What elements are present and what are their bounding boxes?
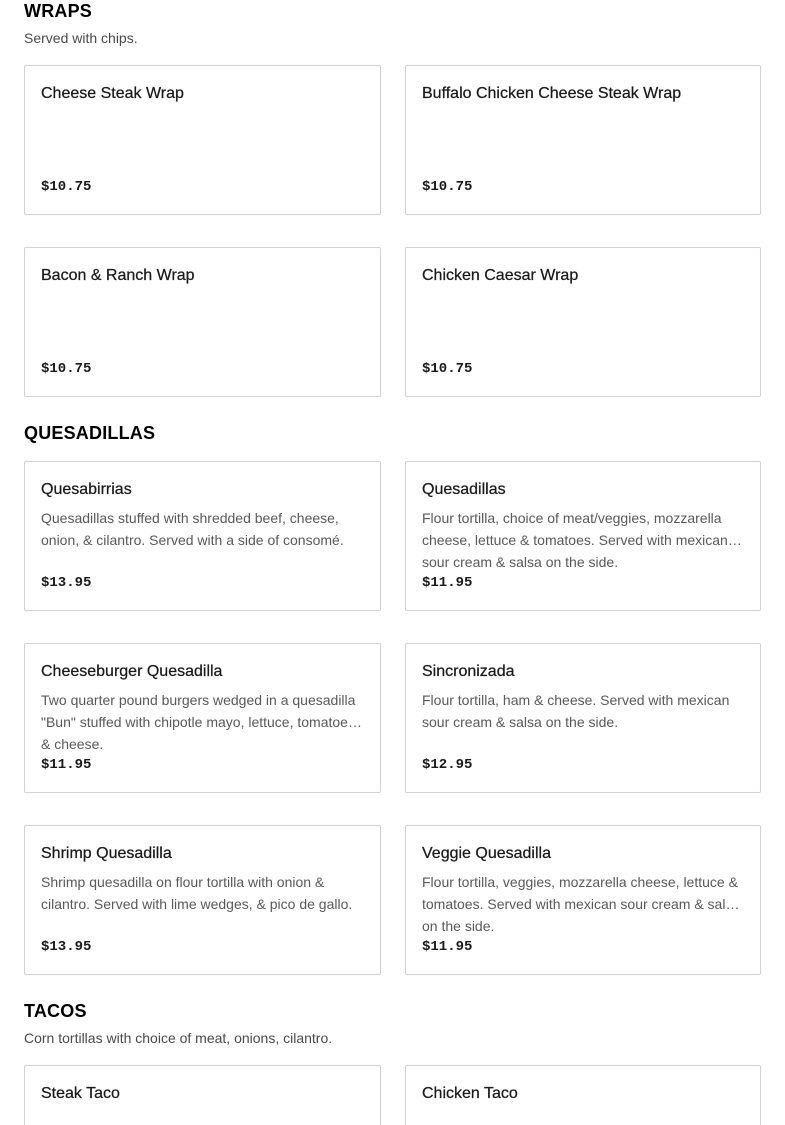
item-name: Steak Taco: [41, 1085, 120, 1102]
menu-item-card[interactable]: [405, 825, 761, 975]
menu-item-card[interactable]: [24, 65, 381, 215]
item-description: Flour tortilla, veggies, mozzarella cheese, lettuce & tomatoes. Served with mexican sour cream & salsa on the side.: [422, 874, 741, 934]
item-description: Flour tortilla, ham & cheese. Served with mexican sour cream & salsa on the side.: [422, 692, 730, 730]
item-name: Bacon & Ranch Wrap: [41, 267, 195, 284]
item-description: Quesadillas stuffed with shredded beef, cheese, onion, & cilantro. Served with a side of consomé.: [41, 510, 344, 548]
item-price: $12.95: [422, 757, 473, 773]
item-price: $13.95: [41, 575, 92, 591]
item-price: $10.75: [41, 361, 92, 377]
item-name: Cheeseburger Quesadilla: [41, 663, 223, 680]
item-price: $11.95: [422, 939, 473, 955]
item-name: Chicken Caesar Wrap: [422, 267, 579, 284]
item-name: Veggie Quesadilla: [422, 845, 551, 862]
section-title: TACOS: [24, 1001, 87, 1021]
menu-item-card[interactable]: [24, 1065, 381, 1125]
section-title: WRAPS: [24, 1, 92, 21]
item-name: Cheese Steak Wrap: [41, 85, 184, 102]
item-description: Flour tortilla, choice of meat/veggies, mozzarella cheese, lettuce & tomatoes. Served with mexican sour cream & salsa on the side.: [422, 510, 728, 570]
menu-item-card[interactable]: [405, 1065, 761, 1125]
item-description: Two quarter pound burgers wedged in a quesadilla "Bun" stuffed with chipotle mayo, lettuce, tomatoes & cheese.: [41, 692, 356, 752]
item-price: $10.75: [422, 361, 473, 377]
menu-item-card[interactable]: [405, 461, 761, 611]
section-title: QUESADILLAS: [24, 423, 156, 443]
menu-item-card[interactable]: [405, 643, 761, 793]
item-name: Chicken Taco: [422, 1085, 518, 1102]
item-price: $10.75: [41, 179, 92, 195]
item-description: Shrimp quesadilla on flour tortilla with onion & cilantro. Served with lime wedges, & pico de gallo.: [41, 874, 353, 912]
item-name: Shrimp Quesadilla: [41, 845, 172, 862]
item-price: $11.95: [422, 575, 473, 591]
item-price: $11.95: [41, 757, 92, 773]
menu-item-card[interactable]: [24, 461, 381, 611]
section-subtitle: Served with chips.: [24, 30, 138, 46]
item-price: $10.75: [422, 179, 473, 195]
menu-item-card[interactable]: [24, 643, 381, 793]
item-name: Quesadillas: [422, 481, 506, 498]
menu-item-card[interactable]: [405, 247, 761, 397]
section-subtitle: Corn tortillas with choice of meat, onions, cilantro.: [24, 1030, 333, 1046]
menu-item-card[interactable]: [24, 825, 381, 975]
item-name: Quesabirrias: [41, 481, 132, 498]
menu-item-card[interactable]: [405, 65, 761, 215]
item-name: Buffalo Chicken Cheese Steak Wrap: [422, 85, 682, 102]
item-price: $13.95: [41, 939, 92, 955]
menu-item-card[interactable]: [24, 247, 381, 397]
item-name: Sincronizada: [422, 663, 515, 680]
section-wraps: [24, 0, 761, 46]
